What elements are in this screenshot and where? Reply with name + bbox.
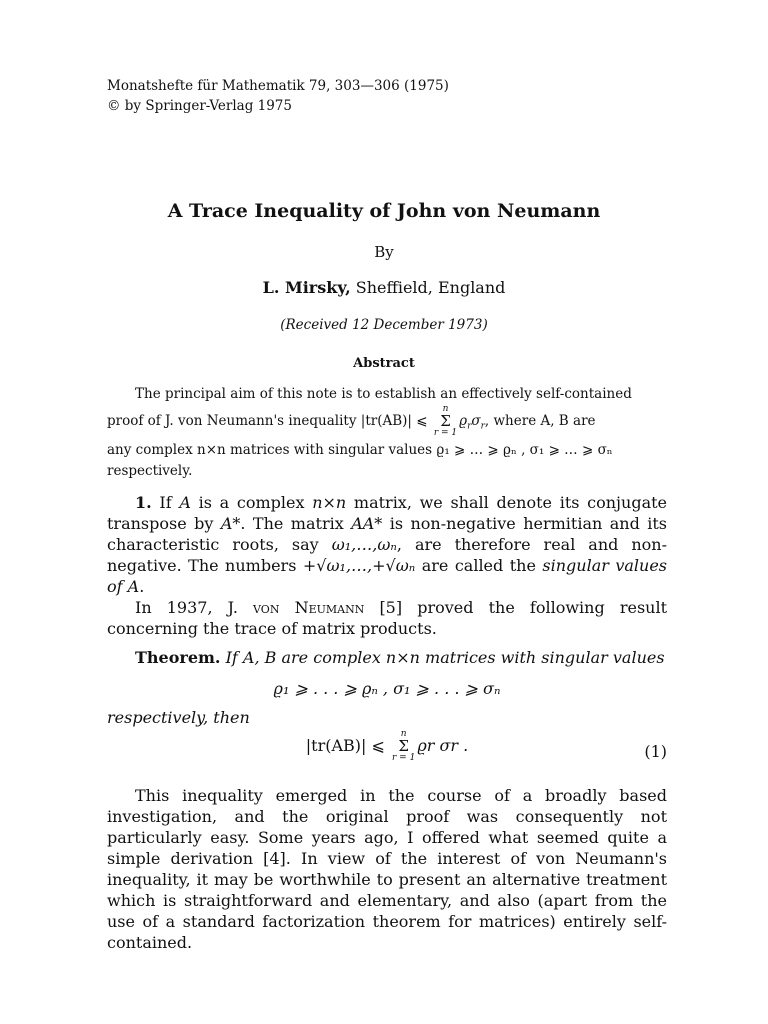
abstract-heading: Abstract xyxy=(353,356,415,371)
theorem xyxy=(107,647,667,668)
abstract-line: any complex n×n matrices with singular values ϱ₁ ⩾ … ⩾ ϱₙ , σ₁ ⩾ … ⩾ σₙ xyxy=(107,441,613,458)
theorem-statement: Theorem. If A, B are complex n×n matrices with singular values xyxy=(135,648,665,667)
sum-symbol: n Σ r = 1 xyxy=(433,404,458,438)
journal-header xyxy=(107,76,449,116)
by-line: By xyxy=(374,243,394,261)
abstract-line: The principal aim of this note is to establish an effectively self-contained xyxy=(135,386,632,402)
author-line xyxy=(0,278,768,297)
theorem-values: ϱ₁ ⩾ . . . ⩾ ϱₙ , σ₁ ⩾ . . . ⩾ σₙ xyxy=(273,679,501,698)
equation-number: (1) xyxy=(644,742,667,761)
sum-symbol: n Σ r = 1 xyxy=(392,729,416,763)
abstract-line: respectively. xyxy=(107,462,193,479)
body-paragraph: This inequality emerged in the course of a broadly based investigation, and the original proof was consequently not particularly easy. Some years ago, I offered what seemed quite a simple derivation [4]. In view of the interest of von Neumann's inequality, it may be worthwhile to present an alternative treatment which is straightforward and elementary, and also (apart from the use of a standard factorization theorem for matrices) entirely self-contained. xyxy=(107,786,667,952)
copyright-line: © by Springer-Verlag 1975 xyxy=(107,98,292,114)
section-1 xyxy=(107,492,667,639)
section-number: 1. xyxy=(135,493,152,512)
abstract-text xyxy=(107,384,667,482)
vonneumann-paragraph: In 1937, J. von Neumann [5] proved the following result concerning the trace of matrix products. xyxy=(107,598,668,638)
author-name: L. Mirsky, xyxy=(262,278,351,297)
author-affiliation: Sheffield, England xyxy=(350,278,506,297)
theorem-label: Theorem. xyxy=(135,648,221,667)
section-1-paragraph: 1. If A is a complex n×n matrix, we shall denote its conjugate transpose by A*. The matrix AA* is non-negative hermitian and its characteristic roots, say ω₁,…,ωₙ, are therefore real and non-negative. The numbers +√ω₁,…,+√ωₙ are called the singular values of A. xyxy=(107,493,668,596)
paragraph-3 xyxy=(107,785,667,953)
equation-1: |tr(AB)| ⩽ n Σ r = 1 ϱr σr . (1) xyxy=(305,729,667,763)
paper-title: A Trace Inequality of John von Neumann xyxy=(167,200,601,222)
journal-citation: Monatshefte für Mathematik 79, 303—306 (1975) xyxy=(107,78,449,94)
received-date: (Received 12 December 1973) xyxy=(280,317,488,333)
theorem-respectively: respectively, then xyxy=(107,708,250,727)
abstract-line: proof of J. von Neumann's inequality |tr(AB)| ⩽ n Σ r = 1 $ϱ_r\sigma_r$, where A, B are xyxy=(107,404,596,438)
